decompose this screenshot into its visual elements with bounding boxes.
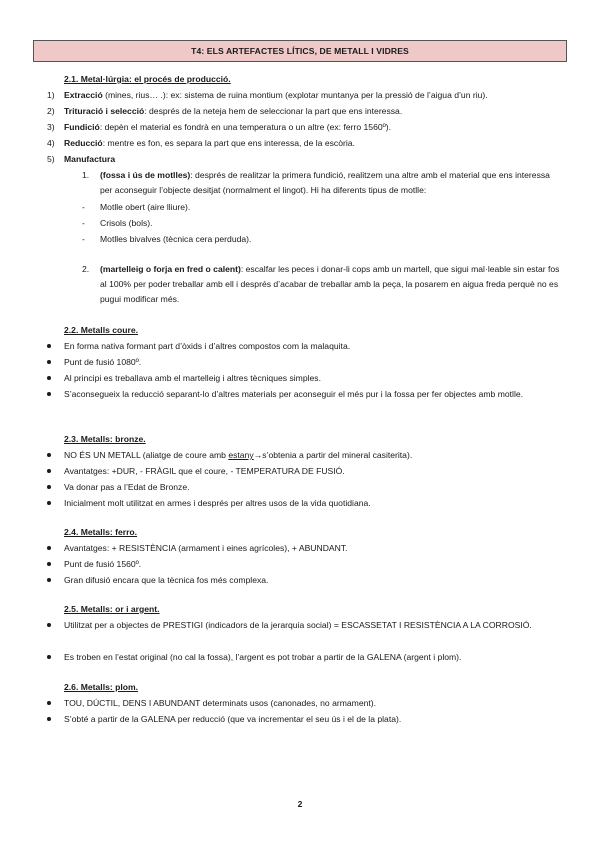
section-heading-2-2: 2.2. Metalls coure.	[64, 325, 139, 335]
dash-marker: -	[82, 234, 85, 244]
bullet-icon	[47, 376, 51, 380]
item-text: Es troben en l’estat original (no cal la fossa), l’argent es pot trobar a partir de la GALENA (argent i plom).	[64, 652, 462, 662]
list-number: 5)	[47, 154, 55, 164]
item-text: TOU, DÚCTIL, DENS I ABUNDANT determinats usos (canonades, no armament).	[64, 698, 377, 708]
bullet-icon	[47, 392, 51, 396]
list-number: 4)	[47, 138, 55, 148]
item-text: Al principi es treballava amb el martelleig i altres tècniques simples.	[64, 373, 321, 383]
bullet-icon	[47, 655, 51, 659]
bullet-icon	[47, 485, 51, 489]
list-number: 2)	[47, 106, 55, 116]
dash-text: Motlle obert (aire lliure).	[100, 202, 191, 212]
item-text: : mentre es fon, es separa la part que ens interessa, de la escòria.	[102, 138, 355, 148]
term: Fundició	[64, 122, 100, 132]
bullet-icon	[47, 701, 51, 705]
term: Manufactura	[64, 154, 116, 164]
item-text: Punt de fusió 1560º.	[64, 559, 142, 569]
bullet-icon	[47, 623, 51, 627]
sub-number: 1.	[82, 170, 90, 180]
bullet-icon	[47, 453, 51, 457]
bullet-icon	[47, 360, 51, 364]
term: Reducció	[64, 138, 103, 148]
bullet-icon	[47, 344, 51, 348]
dash-marker: -	[82, 202, 85, 212]
term: (fossa i ús de motlles)	[100, 170, 191, 180]
item-text: S’obté a partir de la GALENA per reducció (que va incrementar el seu ús i el de la plata).	[64, 714, 402, 724]
section-heading-2-6: 2.6. Metalls: plom.	[64, 682, 139, 692]
bullet-icon	[47, 578, 51, 582]
list-number: 3)	[47, 122, 55, 132]
item-text: En forma nativa formant part d’òxids i d’altres compostos com la malaquita.	[64, 341, 351, 351]
item-text: : després de la neteja hem de seleccionar la part que ens interessa.	[144, 106, 403, 116]
underlined-term: estany	[228, 450, 254, 460]
item-text: Avantatges: +DUR, - FRÀGIL que el coure, - TEMPERATURA DE FUSIÓ.	[64, 466, 345, 476]
item-text: Va donar pas a l’Edat de Bronze.	[64, 482, 190, 492]
sub-number: 2.	[82, 264, 90, 274]
section-heading-2-5: 2.5. Metalls: or i argent.	[64, 604, 160, 614]
section-heading-2-1: 2.1. Metal·lúrgia: el procés de producció.	[64, 74, 231, 84]
page-number: 2	[297, 799, 303, 809]
dash-marker: -	[82, 218, 85, 228]
page-title: T4: ELS ARTEFACTES LÍTICS, DE METALL I VIDRES	[33, 40, 567, 62]
dash-text: Motlles bivalves (tècnica cera perduda).	[100, 234, 252, 244]
item-text: S’aconsegueix la reducció separant-lo d’altres materials per aconseguir el més pur i la fossa per fer objectes amb motlle.	[64, 389, 524, 399]
bullet-icon	[47, 562, 51, 566]
item-text: →s’obtenia a partir del mineral casiterita).	[253, 450, 413, 460]
item-text: Utilitzat per a objectes de PRESTIGI (indicadors de la jerarquia social) = ESCASSETAT I RESISTÈNCIA A LA CORROSIÓ.	[64, 620, 532, 630]
bullet-icon	[47, 501, 51, 505]
item-text: : depèn el material es fondrà en una temperatura o un altre (ex: ferro 1560º).	[99, 122, 392, 132]
section-heading-2-4: 2.4. Metalls: ferro.	[64, 527, 138, 537]
bullet-icon	[47, 717, 51, 721]
term: Extracció	[64, 90, 103, 100]
item-text: (mines, rius… .): ex: sistema de ruina montium (explotar muntanya per la pressió de l’aigua d’un riu).	[102, 90, 488, 100]
item-text: : escalfar les peces i donar-li cops amb un martell, que sigui mal·leable sin estar fos al 100% per poder treballar amb ell i després d’acabar de treballar amb la peça, la posarem en aigua freda perquè no es pugui modificar més.	[100, 264, 560, 304]
item-text: Avantatges: + RESISTÈNCIA (armament i eines agrícoles), + ABUNDANT.	[64, 543, 348, 553]
item-text: Inicialment molt utilitzat en armes i després per altres usos de la vida quotidiana.	[64, 498, 371, 508]
item-text: : després de realitzar la primera fundició, realitzem una altre amb el material que ens interessa per aconseguir l’objecte desitjat (normalment el lingot). Hi ha diferents tipus de motlle:	[100, 170, 550, 195]
list-number: 1)	[47, 90, 55, 100]
term: (martelleig o forja en fred o calent)	[100, 264, 241, 274]
bullet-icon	[47, 469, 51, 473]
bullet-icon	[47, 546, 51, 550]
item-text: Gran difusió encara que la tècnica fos més complexa.	[64, 575, 269, 585]
section-heading-2-3: 2.3. Metalls: bronze.	[64, 434, 146, 444]
term: Trituració i selecció	[64, 106, 145, 116]
item-text: Punt de fusió 1080º.	[64, 357, 142, 367]
item-text: NO ÉS UN METALL (aliatge de coure amb	[64, 450, 229, 460]
dash-text: Crisols (bols).	[100, 218, 153, 228]
